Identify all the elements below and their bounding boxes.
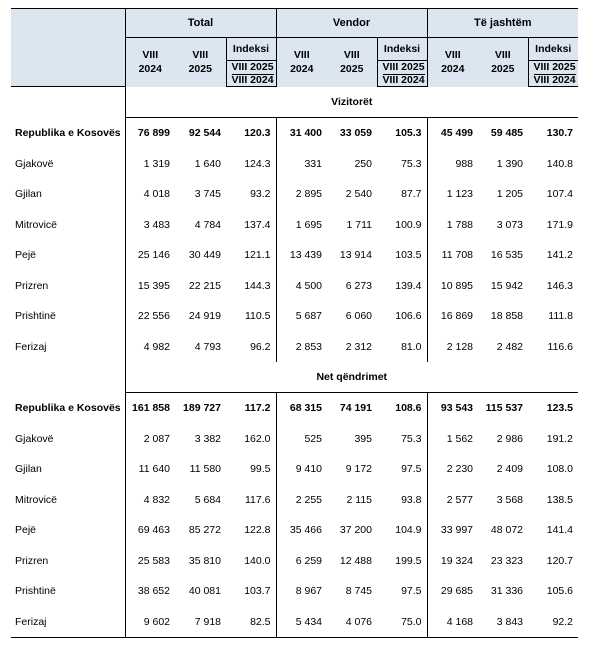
cell-value: 24 919 bbox=[188, 310, 221, 323]
cell-value: 100.9 bbox=[395, 218, 422, 231]
cell-value: 105.6 bbox=[546, 585, 574, 598]
col-header-month: VIII bbox=[293, 49, 310, 62]
cell-value: 2 577 bbox=[427, 485, 478, 516]
cell-value: 2 255 bbox=[276, 485, 327, 516]
col-header-vendor-index-period bbox=[377, 61, 427, 87]
cell-value: 107.4 bbox=[546, 188, 574, 201]
cell-value: 81.0 bbox=[401, 340, 422, 353]
cell-value: 4 018 bbox=[125, 179, 175, 210]
row-label: Ferizaj bbox=[15, 340, 47, 353]
cell-value: 75.3 bbox=[401, 157, 422, 170]
cell-value: 5 684 bbox=[194, 493, 221, 506]
cell-value: 31 400 bbox=[276, 118, 327, 149]
cell-value: 139.4 bbox=[395, 279, 422, 292]
cell-value: 2 409 bbox=[496, 463, 524, 476]
cell-value: 106.6 bbox=[395, 310, 422, 323]
col-header-vendor-viii-2025 bbox=[327, 38, 377, 87]
cell-value: 33 059 bbox=[339, 127, 372, 140]
cell-value: 33 997 bbox=[427, 515, 478, 546]
cell-value: 140.0 bbox=[244, 554, 271, 567]
table-row bbox=[11, 332, 578, 363]
row-label: Pejë bbox=[15, 249, 37, 262]
cell-value: 13 439 bbox=[276, 240, 327, 271]
col-header-foreign-index-period bbox=[528, 61, 578, 87]
cell-value: 331 bbox=[276, 149, 327, 180]
table-row bbox=[11, 271, 578, 302]
cell-value: 48 072 bbox=[490, 524, 524, 537]
cell-value: 96.2 bbox=[250, 340, 271, 353]
row-label: Mitrovicë bbox=[15, 218, 58, 231]
cell-value: 37 200 bbox=[339, 524, 372, 537]
col-header-year: 2025 bbox=[491, 63, 515, 76]
cell-value: 11 580 bbox=[189, 463, 221, 476]
cell-value: 19 324 bbox=[427, 546, 478, 577]
cell-value: 199.5 bbox=[395, 554, 422, 567]
section-header bbox=[11, 362, 578, 393]
cell-value: 7 918 bbox=[175, 607, 226, 638]
cell-value: 4 784 bbox=[194, 218, 221, 231]
cell-value: 75.0 bbox=[377, 607, 427, 638]
cell-value: 31 336 bbox=[490, 585, 524, 598]
cell-value: 92.2 bbox=[528, 607, 578, 638]
col-header-year: 2025 bbox=[188, 63, 212, 76]
cell-value: 171.9 bbox=[546, 218, 574, 231]
cell-value: 99.5 bbox=[250, 463, 271, 476]
section-stub bbox=[11, 87, 125, 118]
cell-value: 115 537 bbox=[485, 402, 524, 415]
stub-header bbox=[11, 9, 125, 87]
cell-value: 6 259 bbox=[276, 546, 327, 577]
col-header-month: VIII bbox=[192, 49, 209, 62]
cell-value: 1 205 bbox=[496, 188, 524, 201]
cell-value: 16 869 bbox=[427, 301, 478, 332]
cell-value: 1 711 bbox=[346, 218, 372, 231]
table-row-total bbox=[11, 393, 578, 424]
cell-value: 137.4 bbox=[244, 218, 271, 231]
cell-value: 35 466 bbox=[276, 515, 327, 546]
table-row bbox=[11, 424, 578, 455]
cell-value: 4 793 bbox=[194, 340, 221, 353]
index-numerator-text: VIII 2025 bbox=[382, 61, 425, 73]
cell-value: 104.9 bbox=[395, 524, 422, 537]
cell-value: 13 914 bbox=[339, 249, 372, 262]
cell-value: 15 942 bbox=[490, 279, 524, 292]
cell-value: 12 488 bbox=[339, 554, 372, 567]
cell-value: 3 073 bbox=[496, 218, 524, 231]
cell-value: 25 146 bbox=[125, 240, 175, 271]
cell-value: 525 bbox=[276, 424, 327, 455]
cell-value: 97.5 bbox=[401, 585, 422, 598]
cell-value: 5 434 bbox=[276, 607, 327, 638]
cell-value: 11 708 bbox=[427, 240, 478, 271]
cell-value: 123.5 bbox=[546, 402, 574, 415]
cell-value: 5 687 bbox=[276, 301, 327, 332]
cell-value: 122.8 bbox=[244, 524, 271, 537]
cell-value: 18 858 bbox=[490, 310, 524, 323]
row-label: Mitrovicë bbox=[15, 493, 58, 506]
cell-value: 108.0 bbox=[546, 463, 574, 476]
table-row bbox=[11, 576, 578, 607]
col-header-total-index-period bbox=[226, 61, 276, 87]
cell-value: 140.8 bbox=[546, 157, 574, 170]
index-denominator: VIII 2024 bbox=[382, 74, 425, 86]
col-header-month: VIII bbox=[142, 49, 159, 62]
cell-value: 117.6 bbox=[245, 493, 271, 506]
col-header-total-viii-2025 bbox=[175, 38, 226, 87]
cell-value: 69 463 bbox=[125, 515, 175, 546]
cell-value: 22 556 bbox=[125, 301, 175, 332]
cell-value: 4 982 bbox=[125, 332, 175, 363]
cell-value: 108.6 bbox=[395, 402, 422, 415]
col-header-month: VIII bbox=[444, 49, 461, 62]
row-label: Gjakovë bbox=[15, 157, 54, 170]
cell-value: 111.8 bbox=[548, 310, 574, 323]
row-label: Prishtinë bbox=[15, 585, 56, 598]
index-numerator-text: VIII 2025 bbox=[231, 61, 274, 73]
table-row bbox=[11, 546, 578, 577]
cell-value: 75.3 bbox=[401, 432, 422, 445]
cell-value: 11 640 bbox=[125, 454, 175, 485]
table-row bbox=[11, 607, 578, 638]
col-header-total-index: Indeksi bbox=[226, 38, 276, 61]
cell-value: 120.7 bbox=[546, 554, 574, 567]
col-header-total-viii-2024 bbox=[125, 38, 175, 87]
cell-value: 9 602 bbox=[125, 607, 175, 638]
cell-value: 74 191 bbox=[339, 402, 372, 415]
col-header-year: 2024 bbox=[441, 63, 465, 76]
col-header-vendor-viii-2024 bbox=[276, 38, 327, 87]
statistics-table bbox=[11, 8, 578, 638]
cell-value: 2 986 bbox=[496, 432, 524, 445]
col-header-foreign-index: Indeksi bbox=[528, 38, 578, 61]
cell-value: 110.5 bbox=[245, 310, 271, 323]
cell-value: 105.3 bbox=[395, 127, 422, 140]
cell-value: 6 060 bbox=[345, 310, 372, 323]
cell-value: 59 485 bbox=[490, 127, 524, 140]
cell-value: 10 895 bbox=[427, 271, 478, 302]
section-header bbox=[11, 87, 578, 118]
index-numerator bbox=[534, 61, 574, 73]
col-header-year: 2025 bbox=[340, 63, 364, 76]
cell-value: 189 727 bbox=[183, 402, 221, 415]
col-header-vendor-index: Indeksi bbox=[377, 38, 427, 61]
cell-value: 35 810 bbox=[188, 554, 221, 567]
cell-value: 124.3 bbox=[244, 157, 271, 170]
cell-value: 6 273 bbox=[345, 279, 372, 292]
cell-value: 38 652 bbox=[125, 576, 175, 607]
cell-value: 161 858 bbox=[125, 393, 175, 424]
col-header-year: 2024 bbox=[290, 63, 314, 76]
row-label: Gjilan bbox=[15, 188, 42, 201]
cell-value: 117.2 bbox=[244, 402, 271, 415]
cell-value: 1 695 bbox=[276, 210, 327, 241]
cell-value: 97.5 bbox=[401, 463, 422, 476]
group-header-total: Total bbox=[125, 9, 276, 38]
section-stub bbox=[11, 362, 125, 393]
cell-value: 1 788 bbox=[427, 210, 478, 241]
index-numerator bbox=[382, 61, 425, 73]
col-header-year: 2024 bbox=[138, 63, 162, 76]
table-row bbox=[11, 210, 578, 241]
cell-value: 15 395 bbox=[125, 271, 175, 302]
cell-value: 3 382 bbox=[194, 432, 221, 445]
col-header-month: VIII bbox=[494, 49, 511, 62]
col-header-foreign-viii-2024 bbox=[427, 38, 478, 87]
cell-value: 22 215 bbox=[188, 279, 221, 292]
row-label: Republika e Kosovës bbox=[15, 127, 121, 139]
table-row bbox=[11, 179, 578, 210]
cell-value: 8 745 bbox=[345, 585, 372, 598]
cell-value: 2 115 bbox=[346, 493, 372, 506]
index-numerator bbox=[231, 61, 274, 73]
table-row bbox=[11, 149, 578, 180]
cell-value: 103.5 bbox=[395, 249, 422, 262]
index-denominator: VIII 2024 bbox=[231, 74, 274, 86]
table-row bbox=[11, 301, 578, 332]
index-numerator-text: VIII 2025 bbox=[533, 61, 576, 73]
cell-value: 1 319 bbox=[125, 149, 175, 180]
cell-value: 1 390 bbox=[496, 157, 524, 170]
cell-value: 121.1 bbox=[244, 249, 271, 262]
section-title: Net qëndrimet bbox=[125, 362, 578, 393]
table-row bbox=[11, 240, 578, 271]
cell-value: 23 323 bbox=[490, 554, 524, 567]
row-label: Prizren bbox=[15, 279, 49, 292]
cell-value: 29 685 bbox=[427, 576, 478, 607]
cell-value: 2 540 bbox=[345, 188, 372, 201]
cell-value: 1 640 bbox=[194, 157, 221, 170]
cell-value: 2 312 bbox=[345, 340, 372, 353]
cell-value: 3 483 bbox=[125, 210, 175, 241]
table-row bbox=[11, 515, 578, 546]
row-label: Pejë bbox=[15, 524, 37, 537]
cell-value: 395 bbox=[354, 432, 372, 445]
row-label: Gjilan bbox=[15, 463, 42, 476]
cell-value: 4 076 bbox=[327, 607, 377, 638]
cell-value: 1 123 bbox=[427, 179, 478, 210]
cell-value: 191.2 bbox=[546, 432, 574, 445]
cell-value: 8 967 bbox=[276, 576, 327, 607]
cell-value: 1 562 bbox=[427, 424, 478, 455]
row-label: Prizren bbox=[15, 554, 49, 567]
cell-value: 2 230 bbox=[427, 454, 478, 485]
cell-value: 138.5 bbox=[546, 493, 574, 506]
cell-value: 68 315 bbox=[276, 393, 327, 424]
cell-value: 2 087 bbox=[125, 424, 175, 455]
table-row bbox=[11, 485, 578, 516]
group-header-foreign: Të jashtëm bbox=[427, 9, 578, 38]
row-label: Ferizaj bbox=[11, 607, 125, 638]
row-label: Republika e Kosovës bbox=[15, 402, 121, 414]
cell-value: 144.3 bbox=[244, 279, 271, 292]
col-header-month: VIII bbox=[343, 49, 360, 62]
cell-value: 40 081 bbox=[188, 585, 221, 598]
group-header-vendor: Vendor bbox=[276, 9, 427, 38]
cell-value: 9 172 bbox=[345, 463, 372, 476]
cell-value: 116.6 bbox=[547, 340, 574, 353]
cell-value: 93.2 bbox=[250, 188, 271, 201]
cell-value: 16 535 bbox=[490, 249, 524, 262]
cell-value: 2 853 bbox=[276, 332, 327, 363]
cell-value: 82.5 bbox=[226, 607, 276, 638]
cell-value: 2 128 bbox=[427, 332, 478, 363]
cell-value: 76 899 bbox=[125, 118, 175, 149]
section-title: Vizitorët bbox=[125, 87, 578, 118]
cell-value: 2 482 bbox=[496, 340, 524, 353]
row-label: Prishtinë bbox=[15, 310, 56, 323]
cell-value: 103.7 bbox=[244, 585, 271, 598]
cell-value: 4 168 bbox=[427, 607, 478, 638]
cell-value: 3 843 bbox=[478, 607, 528, 638]
cell-value: 146.3 bbox=[546, 279, 574, 292]
index-denominator: VIII 2024 bbox=[533, 74, 576, 86]
cell-value: 162.0 bbox=[244, 432, 271, 445]
cell-value: 141.2 bbox=[546, 249, 574, 262]
cell-value: 3 568 bbox=[496, 493, 524, 506]
cell-value: 45 499 bbox=[427, 118, 478, 149]
cell-value: 120.3 bbox=[244, 127, 271, 140]
cell-value: 25 583 bbox=[125, 546, 175, 577]
cell-value: 4 500 bbox=[276, 271, 327, 302]
table-row bbox=[11, 454, 578, 485]
cell-value: 92 544 bbox=[188, 127, 221, 140]
table-row-total bbox=[11, 118, 578, 149]
cell-value: 93 543 bbox=[427, 393, 478, 424]
cell-value: 988 bbox=[427, 149, 478, 180]
row-label: Gjakovë bbox=[15, 432, 54, 445]
cell-value: 87.7 bbox=[401, 188, 422, 201]
cell-value: 141.4 bbox=[546, 524, 574, 537]
col-header-foreign-viii-2025 bbox=[478, 38, 528, 87]
cell-value: 130.7 bbox=[546, 127, 574, 140]
cell-value: 250 bbox=[354, 157, 372, 170]
cell-value: 30 449 bbox=[188, 249, 221, 262]
cell-value: 4 832 bbox=[125, 485, 175, 516]
cell-value: 9 410 bbox=[276, 454, 327, 485]
cell-value: 2 895 bbox=[276, 179, 327, 210]
cell-value: 3 745 bbox=[194, 188, 221, 201]
cell-value: 85 272 bbox=[188, 524, 221, 537]
cell-value: 93.8 bbox=[401, 493, 422, 506]
